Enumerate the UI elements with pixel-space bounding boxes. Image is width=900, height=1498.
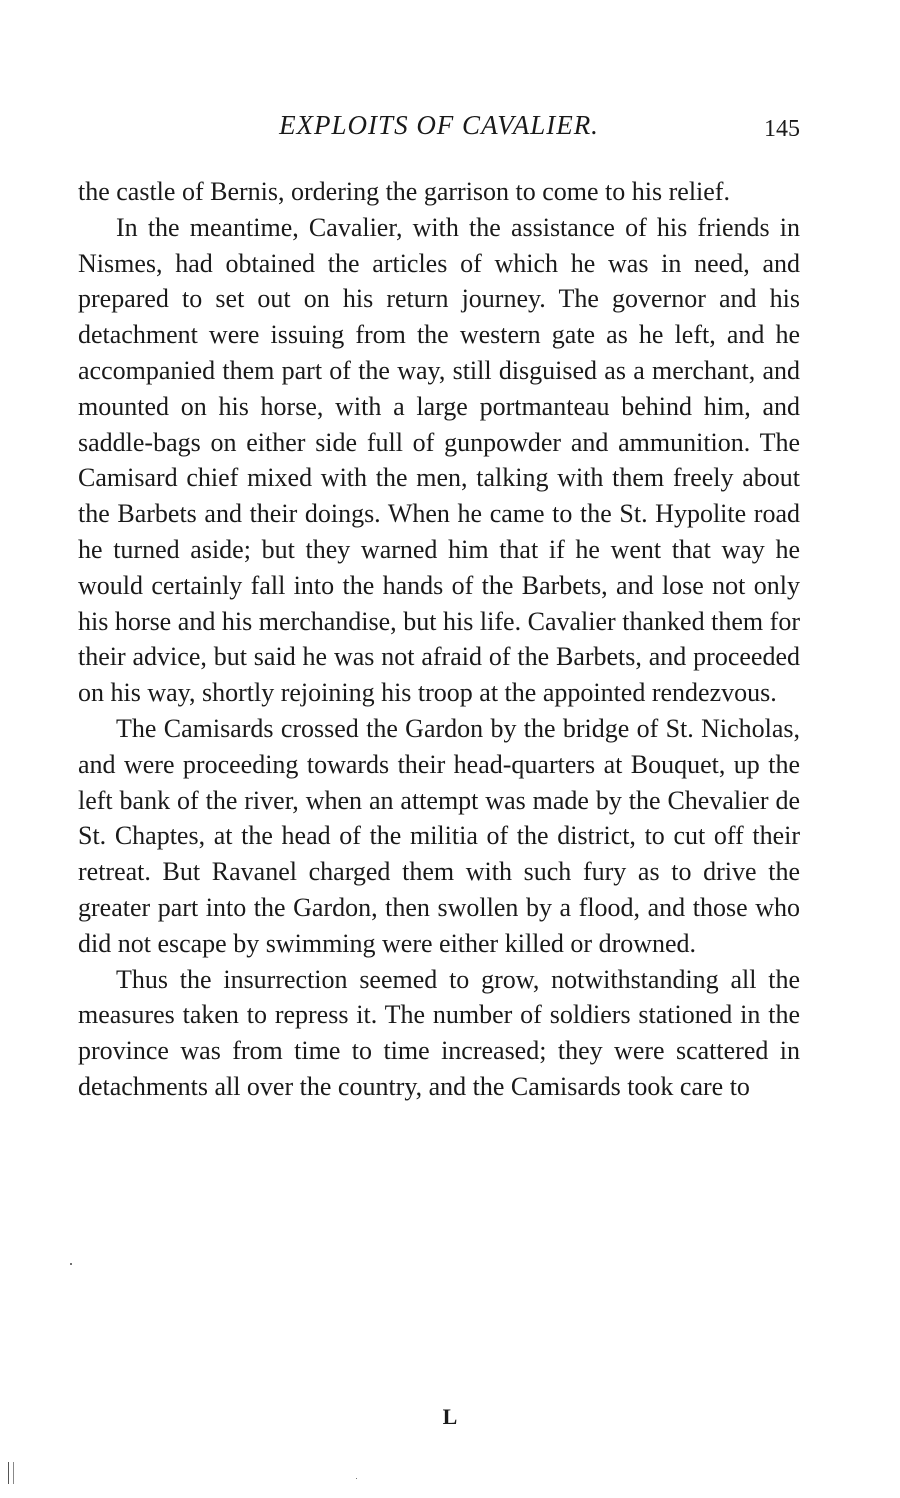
ink-speck (356, 1478, 357, 1479)
running-title: EXPLOITS OF CAVALIER. (279, 110, 599, 140)
ink-speck (70, 1263, 72, 1265)
signature-mark: L (442, 1404, 458, 1429)
running-head (78, 110, 800, 150)
paragraph: The Camisards crossed the Gardon by the bridge of St. Nicholas, and were proceeding towards their head-quarters at Bouquet, up the left bank of the river, when an attempt was made by the Chevalier de St. Chaptes, at the head of the militia of the district, to cut off their retreat. But Ravanel charged them with such fury as to drive the greater part into the Gardon, then swollen by a flood, and those who did not escape by swimming were either killed or drowned. (78, 713, 800, 958)
page-number: 145 (764, 116, 800, 142)
body-text (78, 174, 800, 1105)
paragraph: In the meantime, Cavalier, with the assistance of his friends in Nismes, had obtained the articles of which he was in need, and prepared to set out on his return journey. The governor and his detachment were issuing from the western gate as he left, and he accompanied them part of the way, still disguised as a merchant, and mounted on his horse, with a large portmanteau behind him, and saddle-bags on either side full of gunpowder and ammunition. The Camisard chief mixed with the men, talking with them freely about the Barbets and their doings. When he came to the St. Hypolite road he turned aside; but they warned him that if he went that way he would certainly fall into the hands of the Barbets, and lose not only his horse and his merchandise, but his life. Cavalier thanked them for their advice, but said he was not afraid of the Barbets, and proceeded on his way, shortly rejoining his troop at the appointed rendezvous. (78, 212, 800, 708)
paragraph-continuation: the castle of Bernis, ordering the garrison to come to his relief. (78, 177, 730, 206)
page-edge-mark (8, 1462, 14, 1484)
paragraph: Thus the insurrection seemed to grow, notwithstanding all the measures taken to repress it. The number of soldiers stationed in the province was from time to time increased; they were scattered in detachments all over the country, and the Camisards took care to (78, 964, 800, 1101)
